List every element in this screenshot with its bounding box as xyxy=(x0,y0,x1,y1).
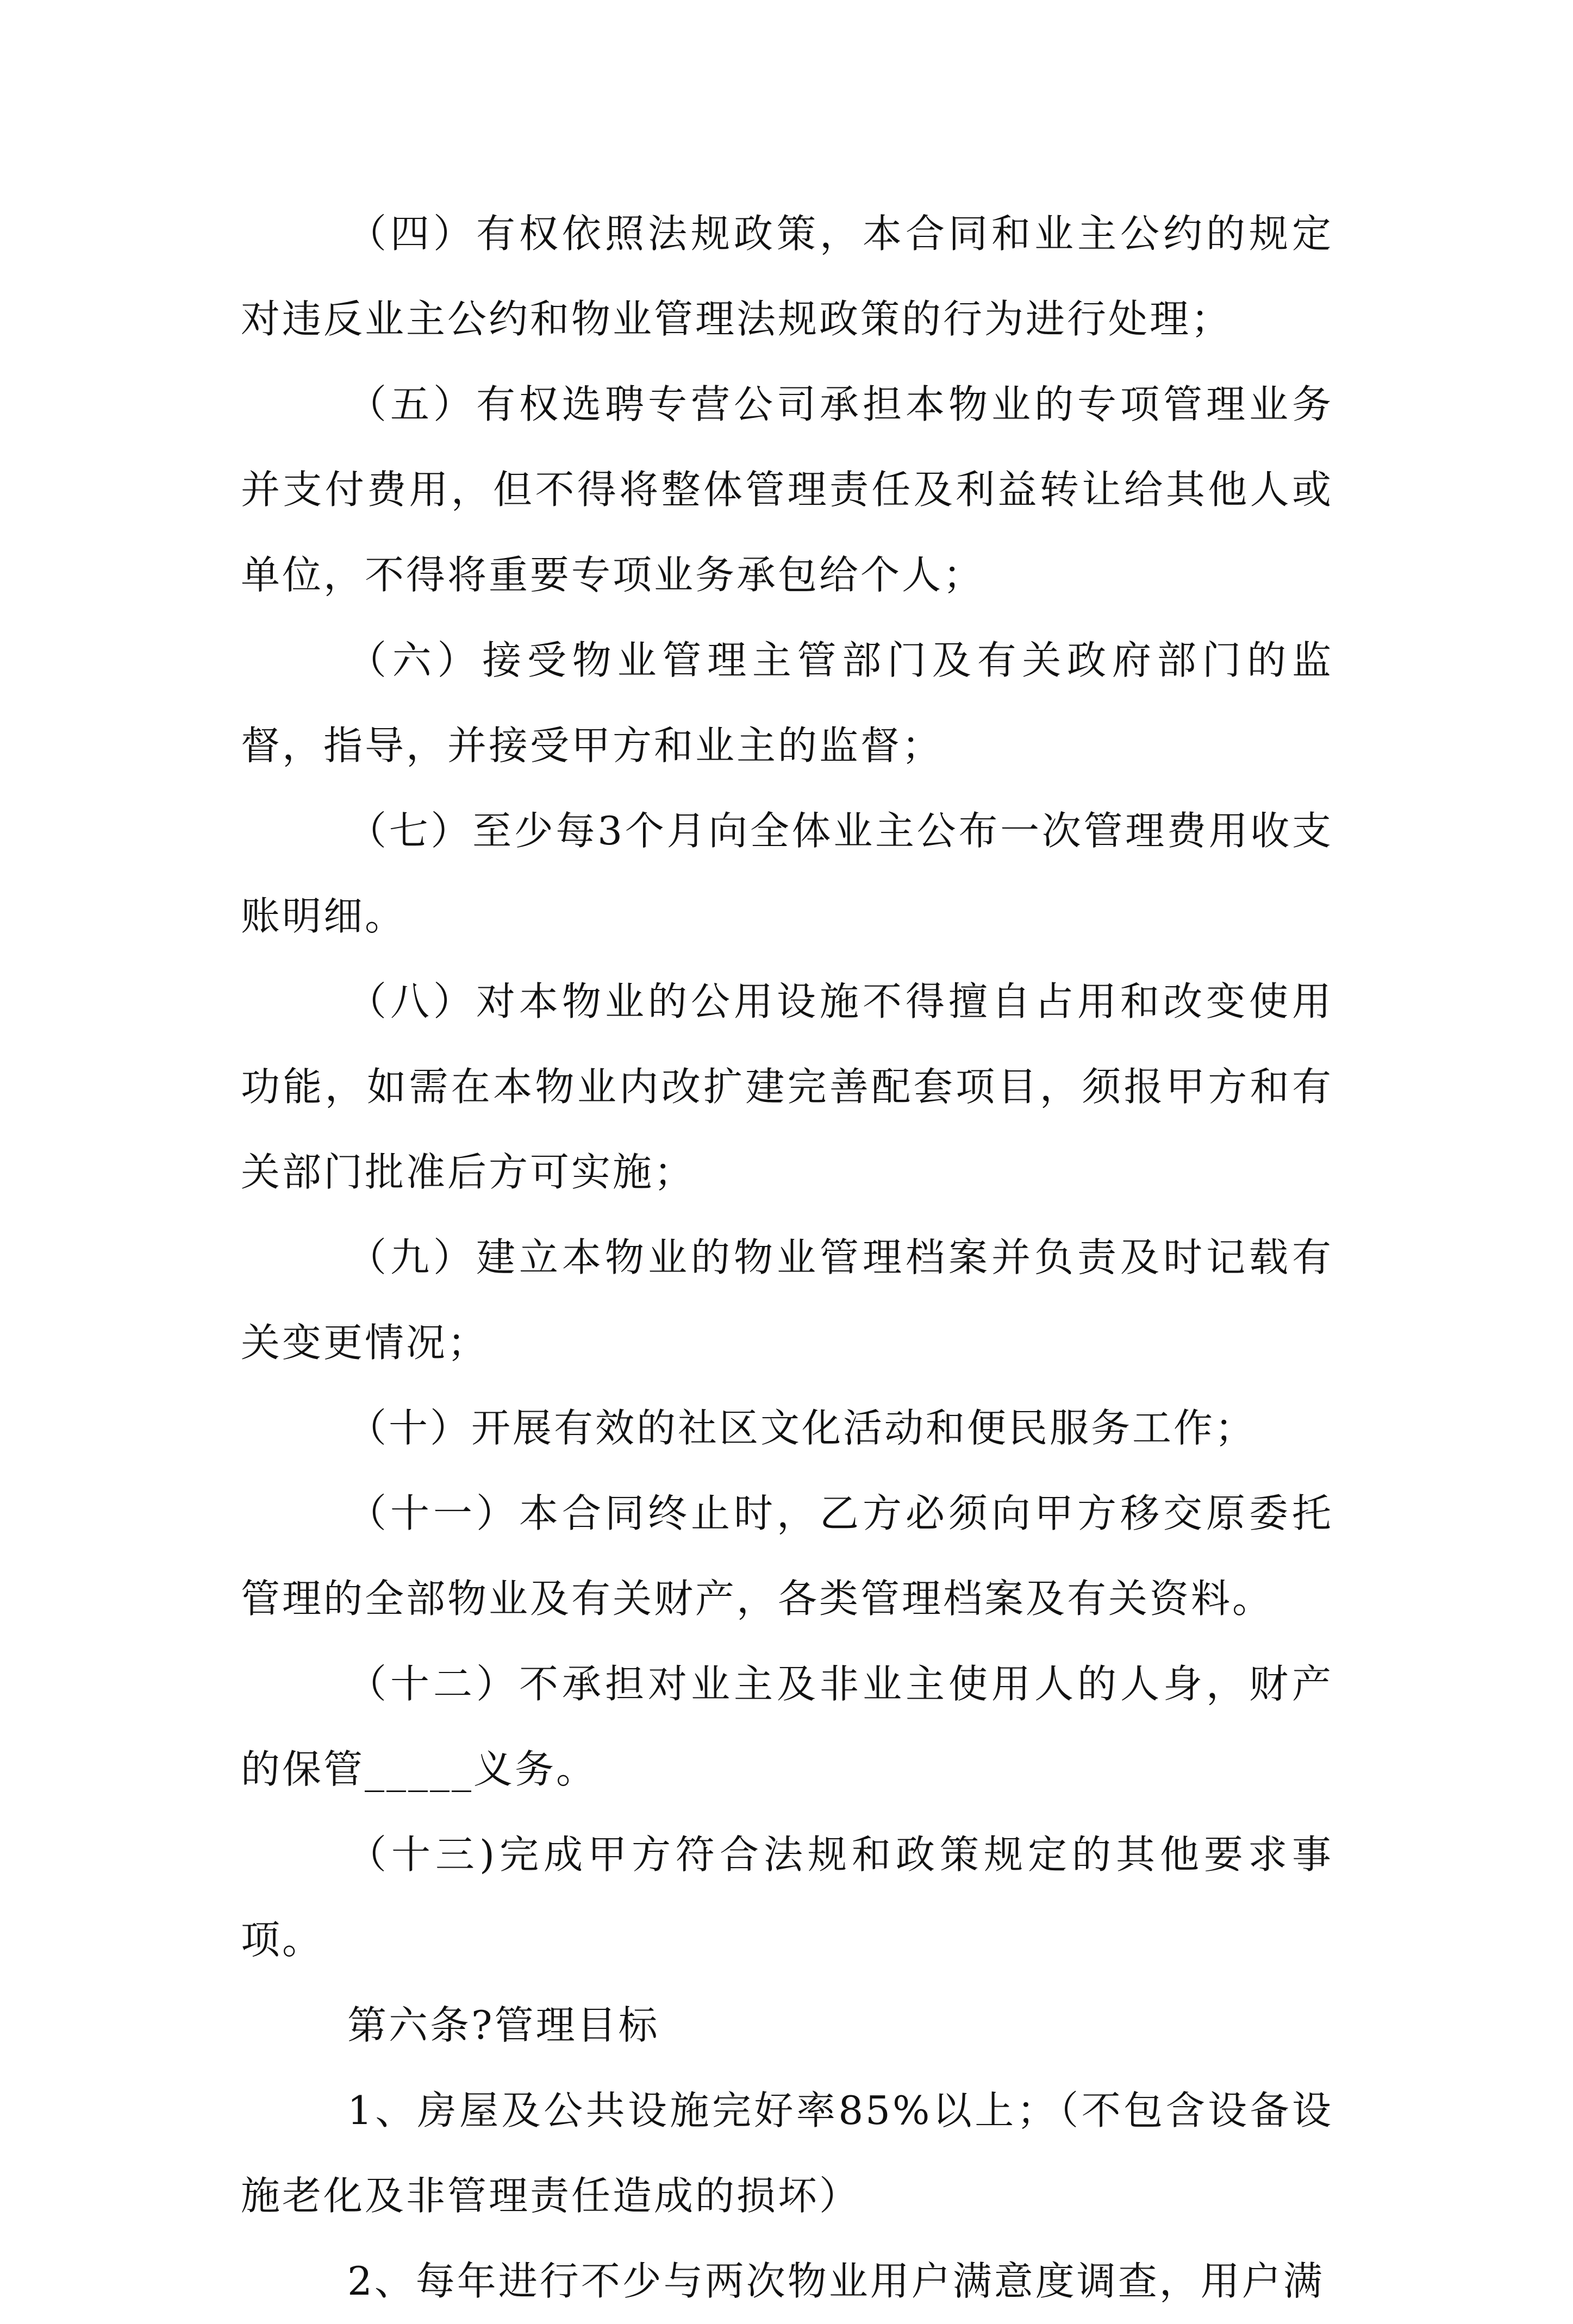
paragraph-clause-10: （十）开展有效的社区文化活动和便民服务工作； xyxy=(347,1405,1257,1451)
paragraph-clause-12: （十二）不承担对业主及非业主使用人的人身，财产的保管_____义务。 xyxy=(241,1661,1333,1792)
paragraph-clause-13: （十三)完成甲方符合法规和政策规定的其他要求事项。 xyxy=(241,1832,1333,1963)
paragraph-clause-8: （八）对本物业的公用设施不得擅自占用和改变使用功能，如需在本物业内改扩建完善配套项目，须报甲方和有关部门批准后方可实施； xyxy=(241,979,1333,1195)
paragraph-clause-5: （五）有权选聘专营公司承担本物业的专项管理业务并支付费用，但不得将整体管理责任及利益转让给其他人或单位，不得将重要专项业务承包给个人； xyxy=(241,381,1333,598)
paragraph-clause-6: （六）接受物业管理主管部门及有关政府部门的监督，指导，并接受甲方和业主的监督； xyxy=(241,637,1333,768)
paragraph-clause-11: （十一）本合同终止时，乙方必须向甲方移交原委托管理的全部物业及有关财产，各类管理档案及有关资料。 xyxy=(241,1490,1333,1621)
target-item-2: 2、每年进行不少与两次物业用户满意度调查，用户满 xyxy=(347,2258,1325,2304)
paragraph-clause-7: （七）至少每3个月向全体业主公布一次管理费用收支账明细。 xyxy=(241,808,1333,939)
paragraph-clause-4: （四）有权依照法规政策，本合同和业主公约的规定对违反业主公约和物业管理法规政策的行为进行处理； xyxy=(241,211,1333,342)
paragraph-clause-9: （九）建立本物业的物业管理档案并负责及时记载有关变更情况； xyxy=(241,1235,1333,1365)
document-body xyxy=(241,191,1333,2324)
target-item-1: 1、房屋及公共设施完好率85%以上；（不包含设备设施老化及非管理责任造成的损坏） xyxy=(241,2088,1333,2219)
article-6-heading: 第六条?管理目标 xyxy=(347,2002,660,2048)
